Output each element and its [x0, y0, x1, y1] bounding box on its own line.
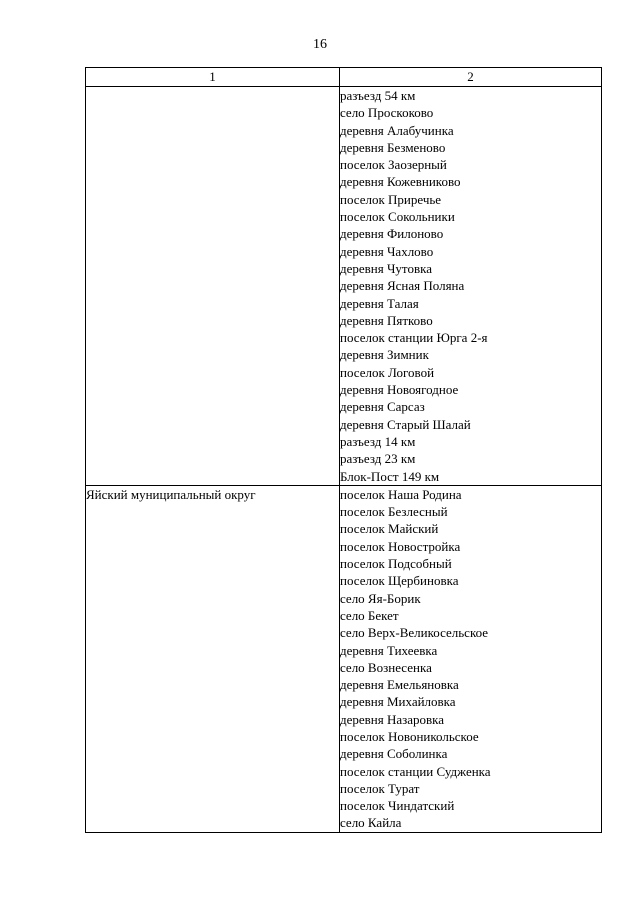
settlement-name: поселок Заозерный: [340, 157, 447, 173]
settlement-name: разъезд 23 км: [340, 451, 416, 467]
settlement-name: Блок-Пост 149 км: [340, 468, 440, 484]
settlement-name: село Верх-Великосельское: [340, 625, 489, 641]
table-row: [86, 87, 602, 486]
settlement-name: поселок Турат: [340, 780, 420, 796]
settlement-name: поселок Подсобный: [340, 556, 452, 572]
settlement-name: разъезд 14 км: [340, 433, 416, 449]
settlement-name: деревня Сарсаз: [340, 399, 425, 415]
settlement-name: поселок Щербиновка: [340, 573, 459, 589]
settlement-name: поселок Чиндатский: [340, 798, 455, 814]
settlement-name: поселок Новостройка: [340, 538, 461, 554]
settlement-name: деревня Соболинка: [340, 746, 448, 762]
settlement-name: поселок станции Судженка: [340, 763, 491, 779]
settlement-name: село Бекет: [340, 607, 399, 623]
column-header-2: 2: [340, 68, 602, 87]
table-body: [86, 87, 602, 833]
settlement-name: поселок Сокольники: [340, 209, 455, 225]
table-row: [86, 485, 602, 832]
page-number: 16: [313, 37, 327, 52]
settlement-name: поселок станции Юрга 2-я: [340, 330, 488, 346]
settlement-name: село Проскоково: [340, 105, 434, 121]
settlement-name: поселок Безлесный: [340, 504, 448, 520]
settlement-name: поселок Наша Родина: [340, 486, 462, 502]
settlement-name: село Вознесенка: [340, 659, 432, 675]
settlement-name: деревня Новоягодное: [340, 382, 459, 398]
settlements-table: [85, 67, 602, 833]
settlement-name: деревня Старый Шалай: [340, 416, 471, 432]
settlement-name: деревня Ясная Поляна: [340, 278, 465, 294]
settlement-name: деревня Кожевниково: [340, 174, 461, 190]
settlement-name: поселок Новоникольское: [340, 728, 479, 744]
settlement-name: деревня Талая: [340, 295, 419, 311]
district-cell: [86, 87, 340, 486]
places-cell: [340, 87, 602, 486]
settlement-name: деревня Безменово: [340, 139, 446, 155]
places-cell: [340, 485, 602, 832]
settlement-name: село Кайла: [340, 815, 402, 831]
settlement-name: деревня Емельяновка: [340, 677, 459, 693]
settlement-name: деревня Чутовка: [340, 260, 432, 276]
column-header-1: 1: [86, 68, 340, 87]
settlement-name: поселок Логовой: [340, 364, 435, 380]
settlement-name: деревня Тихеевка: [340, 642, 438, 658]
district-cell: Яйский муниципальный округ: [86, 485, 340, 832]
settlement-name: деревня Чахлово: [340, 243, 434, 259]
table-header-row: [86, 68, 602, 87]
settlement-name: село Яя-Борик: [340, 590, 421, 606]
settlement-name: разъезд 54 км: [340, 88, 416, 103]
settlement-name: деревня Назаровка: [340, 711, 445, 727]
settlement-name: деревня Зимник: [340, 347, 429, 363]
settlement-name: поселок Майский: [340, 521, 439, 537]
settlement-name: поселок Приречье: [340, 191, 442, 207]
settlement-name: деревня Филоново: [340, 226, 444, 242]
settlement-name: деревня Пятково: [340, 312, 433, 328]
settlement-name: деревня Михайловка: [340, 694, 456, 710]
settlement-name: деревня Алабучинка: [340, 122, 454, 138]
